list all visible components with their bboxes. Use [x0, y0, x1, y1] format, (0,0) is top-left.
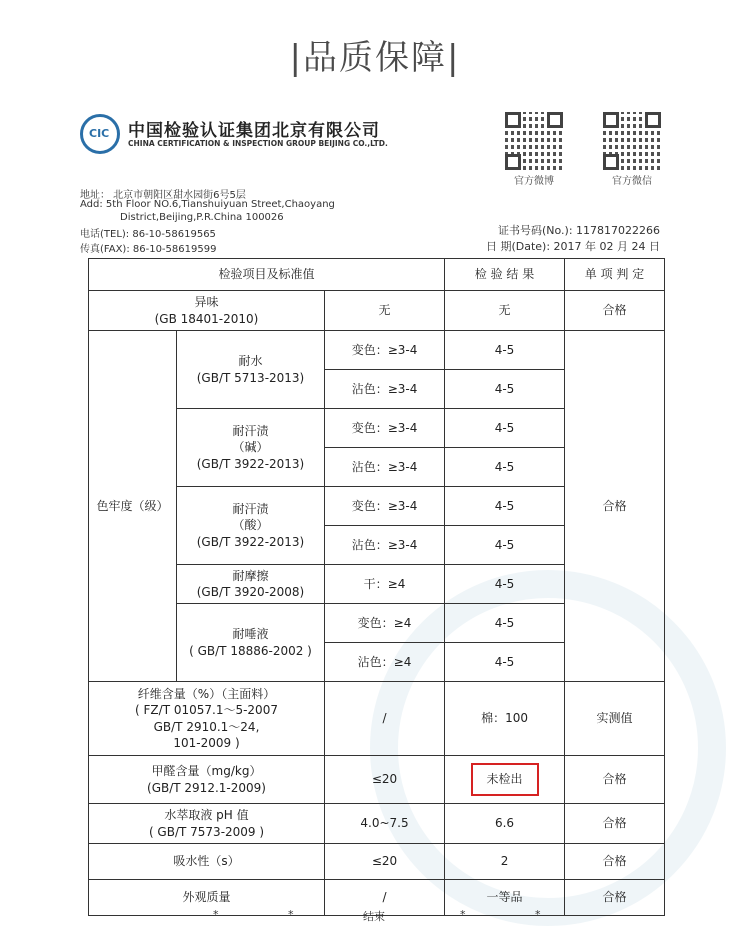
star-mark: * — [460, 908, 466, 921]
item-name: 耐水 — [238, 354, 263, 369]
item-standard-3: 101-2009 ) — [173, 735, 240, 750]
org-name-cn: 中国检验认证集团北京有限公司 — [128, 121, 380, 141]
result: 4-5 — [445, 565, 565, 604]
requirement: 沾色：≥3-4 — [325, 448, 445, 487]
cic-logo: CIC — [80, 114, 120, 154]
item-name: 耐汗渍 — [232, 502, 269, 517]
certificate-number: 证书号码(No.): 117817022266 — [497, 224, 660, 237]
item-name: 耐摩擦 — [232, 568, 269, 583]
item-name: 异味 — [194, 295, 219, 310]
requirement: / — [325, 682, 445, 756]
colorfast-judgement: 合格 — [565, 331, 665, 682]
item-standard: (GB/T 5713-2013) — [196, 370, 305, 385]
judgement: 实测值 — [565, 682, 665, 756]
weibo-label: 官方微博 — [514, 176, 554, 187]
telephone: 电话(TEL): 86-10-58619565 — [80, 229, 216, 240]
item-standard: ( GB/T 18886-2002 ) — [189, 643, 312, 658]
address-en-line1: Add: 5th Floor NO.6,Tianshuiyuan Street,Chaoyang — [80, 199, 335, 210]
inspection-report — [80, 100, 670, 946]
header-result: 检 验 结 果 — [445, 259, 565, 291]
header-item: 检验项目及标准值 — [89, 259, 445, 291]
page-title: |品质保障| — [289, 38, 461, 78]
result: 4-5 — [445, 604, 565, 643]
result: 4-5 — [445, 643, 565, 682]
item-name: 耐汗渍 — [232, 424, 269, 439]
table-row — [89, 844, 665, 880]
judgement: 合格 — [565, 880, 665, 916]
requirement: ≤20 — [325, 756, 445, 804]
item-name: 吸水性（s） — [89, 844, 325, 880]
item-standard-2: GB/T 2910.1～24, — [153, 719, 260, 734]
requirement: 4.0~7.5 — [325, 804, 445, 844]
item-sub: （酸） — [232, 518, 269, 533]
wechat-label: 官方微信 — [612, 176, 652, 187]
item-name: 甲醛含量（mg/kg） — [151, 764, 262, 779]
requirement: / — [325, 880, 445, 916]
requirement: 变色：≥4 — [325, 604, 445, 643]
requirement: 干：≥4 — [325, 565, 445, 604]
inspection-table — [88, 258, 665, 916]
item-name: 水萃取液 pH 值 — [164, 808, 249, 823]
certificate-date: 日 期(Date): 2017 年 02 月 24 日 — [485, 240, 660, 253]
judgement: 合格 — [565, 844, 665, 880]
weibo-qr-code — [505, 112, 563, 170]
star-mark: * — [288, 908, 294, 921]
requirement: 沾色：≥3-4 — [325, 370, 445, 409]
result: 2 — [445, 844, 565, 880]
item-name: 外观质量 — [89, 880, 325, 916]
table-row — [89, 291, 665, 331]
table-row — [89, 331, 665, 370]
result: 棉：100 — [445, 682, 565, 756]
requirement: 沾色：≥3-4 — [325, 526, 445, 565]
star-mark: * — [535, 908, 541, 921]
requirement: 无 — [325, 291, 445, 331]
wechat-qr-code — [603, 112, 661, 170]
requirement: 变色：≥3-4 — [325, 409, 445, 448]
star-mark: * — [213, 908, 219, 921]
item-standard: (GB/T 3920-2008) — [196, 585, 305, 599]
result: 无 — [445, 291, 565, 331]
judgement: 合格 — [565, 291, 665, 331]
result: 4-5 — [445, 370, 565, 409]
result: 4-5 — [445, 526, 565, 565]
table-row — [89, 756, 665, 804]
item-standard: ( GB/T 7573-2009 ) — [148, 824, 265, 839]
result: 4-5 — [445, 409, 565, 448]
item-name: 纤维含量（%）（主面料） — [137, 687, 276, 702]
item-name: 耐唾液 — [232, 627, 269, 642]
fax: 传真(FAX): 86-10-58619599 — [80, 244, 217, 255]
item-standard: (GB/T 3922-2013) — [196, 534, 305, 549]
item-standard: (GB/T 2912.1-2009) — [147, 780, 266, 795]
table-row — [89, 804, 665, 844]
highlighted-result: 未检出 — [471, 763, 539, 795]
requirement: 变色：≥3-4 — [325, 487, 445, 526]
judgement: 合格 — [565, 804, 665, 844]
header-judge: 单 项 判 定 — [565, 259, 665, 291]
end-text: 结束 — [363, 910, 385, 923]
result: 6.6 — [445, 804, 565, 844]
result: 一等品 — [445, 880, 565, 916]
address-cn: 地址： 北京市朝阳区甜水园街6号5层 — [80, 190, 246, 201]
address-en-line2: District,Beijing,P.R.China 100026 — [120, 212, 284, 223]
table-row — [89, 682, 665, 756]
item-sub: （碱） — [232, 440, 269, 455]
judgement: 合格 — [565, 756, 665, 804]
result: 4-5 — [445, 487, 565, 526]
item-standard: (GB 18401-2010) — [154, 311, 259, 326]
org-name-en: CHINA CERTIFICATION & INSPECTION GROUP BEIJING CO.,LTD. — [128, 139, 388, 148]
result: 4-5 — [445, 448, 565, 487]
item-standard: (GB/T 3922-2013) — [196, 456, 305, 471]
requirement: 沾色：≥4 — [325, 643, 445, 682]
requirement: ≤20 — [325, 844, 445, 880]
colorfast-label: 色牢度（级） — [89, 331, 177, 682]
requirement: 变色：≥3-4 — [325, 331, 445, 370]
result: 4-5 — [445, 331, 565, 370]
item-standard: ( FZ/T 01057.1～5-2007 — [135, 703, 278, 718]
